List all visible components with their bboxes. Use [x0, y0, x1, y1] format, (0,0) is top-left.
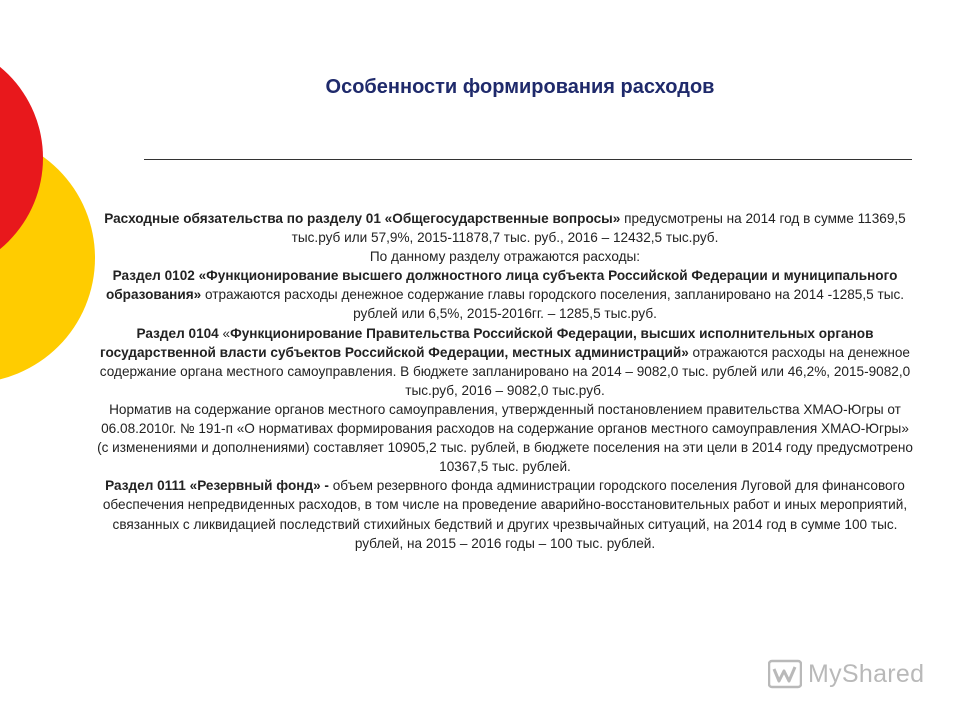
section-0104-code: Раздел 0104 [136, 325, 219, 341]
paragraph-section-0102 [96, 266, 914, 323]
paragraph-norm: Норматив на содержание органов местного самоуправления, утвержденный постановлением правительства ХМАО-Югры от 06.08.2010г. № 191-п «О нормативах формирования расходов на содержание органов местного самоуправления ХМАО-Югры» (с изменениями и дополнениями) составляет 10905,2 тыс. рублей, в бюджете поселения на эти цели в 2014 году предусмотрено 10367,5 тыс. рублей. [97, 401, 913, 475]
section-0111-heading: Раздел 0111 «Резервный фонд» - [105, 478, 329, 494]
section-01-heading: Расходные обязательства по разделу 01 «Общегосударственные вопросы» [104, 211, 621, 226]
myshared-watermark [768, 656, 928, 692]
myshared-logo-icon [768, 659, 802, 689]
section-0102-heading: Раздел 0102 «Функционирование высшего должностного лица субъекта Российской Федерации и муниципального образования» [105, 268, 898, 303]
paragraph-section-01 [96, 209, 914, 247]
section-0104-heading: Функционирование Правительства Российской Федерации, высших исполнительных органов государственной власти субъектов Российской Федерации, местных администраций» [99, 325, 874, 360]
paragraph-expenses-intro: По данному разделу отражаются расходы: [369, 249, 641, 265]
section-0104-quote: « [218, 325, 231, 341]
watermark-text: MyShared [808, 659, 925, 688]
paragraph-section-0104 [96, 324, 914, 400]
paragraph-section-0111 [96, 476, 914, 552]
slide-body [96, 209, 914, 553]
title-divider [144, 159, 912, 160]
section-0102-text: отражаются расходы денежное содержание главы городского поселения, запланировано на 2014 -1285,5 тыс. рублей или 6,5%, 2015-2016гг. – 1285,5 тыс.руб. [201, 287, 905, 322]
section-01-text: предусмотрены на 2014 год в сумме 11369,5 тыс.руб или 57,9%, 2015-11878,7 тыс. руб., 2016 – 12432,5 тыс.руб. [291, 211, 906, 246]
section-0111-text: объем резервного фонда администрации городского поселения Луговой для финансового обеспечения непредвиденных расходов, в том числе на проведение аварийно-восстановительных работ и иных мероприятий, связанных с ликвидацией последствий стихийных бедствий и других чрезвычайных ситуаций, на 2014 год в сумме 100 тыс. рублей, на 2015 – 2016 годы – 100 тыс. рублей. [102, 478, 908, 551]
slide-title: Особенности формирования расходов [325, 76, 715, 98]
section-0104-text: отражаются расходы на денежное содержание органа местного самоуправления. В бюджете запланировано на 2014 – 9082,0 тыс. рублей или 46,2%, 2015-9082,0 тыс.руб, 2016 – 9082,0 тыс.руб. [99, 344, 911, 398]
